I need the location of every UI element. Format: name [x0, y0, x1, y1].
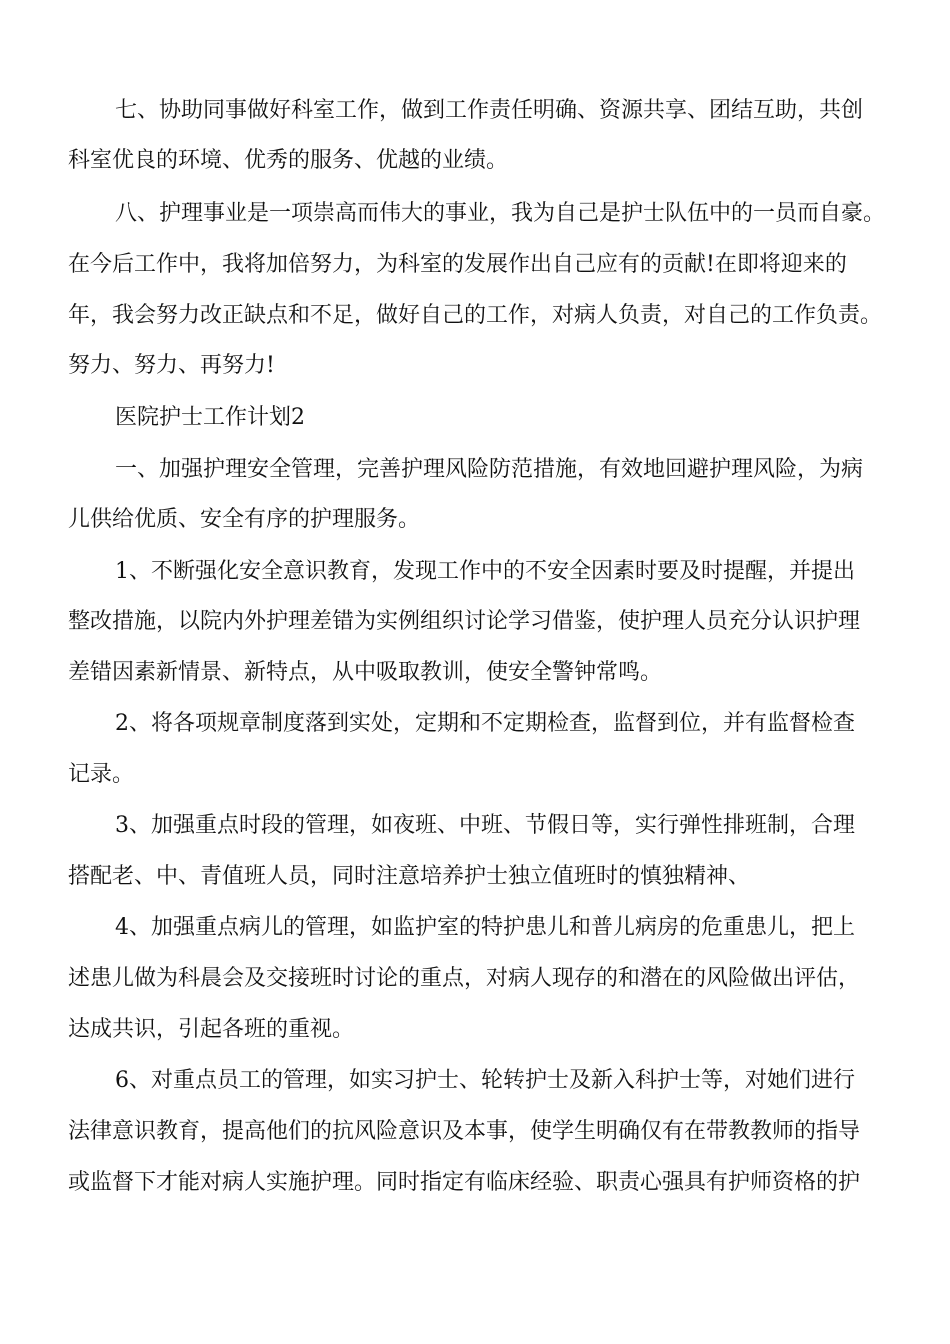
item-6-line-3: 或监督下才能对病人实施护理。同时指定有临床经验、职责心强具有护师资格的护 — [68, 1170, 861, 1195]
paragraph-8-line-1: 八、护理事业是一项崇高而伟大的事业，我为自己是护士队伍中的一员而自豪。 — [115, 201, 886, 226]
item-4-line-1: 4、加强重点病儿的管理，如监护室的特护患儿和普儿病房的危重患儿，把上 — [115, 915, 855, 940]
item-6-line-1: 6、对重点员工的管理，如实习护士、轮转护士及新入科护士等，对她们进行 — [115, 1068, 855, 1093]
paragraph-8-line-2: 在今后工作中，我将加倍努力，为科室的发展作出自己应有的贡献!在即将迎来的 — [68, 252, 847, 277]
paragraph-8-line-3: 年，我会努力改正缺点和不足，做好自己的工作，对病人负责，对自己的工作负责。 — [68, 303, 883, 328]
paragraph-7-line-2: 科室优良的环境、优秀的服务、优越的业绩。 — [68, 148, 509, 173]
item-2-line-1: 2、将各项规章制度落到实处，定期和不定期检查，监督到位，并有监督检查 — [115, 711, 855, 736]
section-heading: 医院护士工作计划2 — [115, 405, 305, 430]
section-1-line-1: 一、加强护理安全管理，完善护理风险防范措施，有效地回避护理风险，为病 — [115, 457, 864, 482]
item-4-line-2: 述患儿做为科晨会及交接班时讨论的重点，对病人现存的和潜在的风险做出评估， — [68, 966, 861, 991]
section-1-line-2: 儿供给优质、安全有序的护理服务。 — [68, 507, 421, 532]
item-1-line-1: 1、不断强化安全意识教育，发现工作中的不安全因素时要及时提醒，并提出 — [115, 559, 855, 584]
item-1-line-2: 整改措施，以院内外护理差错为实例组织讨论学习借鉴，使护理人员充分认识护理 — [68, 609, 861, 634]
item-4-line-3: 达成共识，引起各班的重视。 — [68, 1017, 355, 1042]
paragraph-7-line-1: 七、协助同事做好科室工作，做到工作责任明确、资源共享、团结互助，共创 — [115, 98, 864, 123]
item-2-line-2: 记录。 — [68, 762, 135, 787]
item-3-line-2: 搭配老、中、青值班人员，同时注意培养护士独立值班时的慎独精神、 — [68, 864, 751, 889]
paragraph-8-line-4: 努力、努力、再努力! — [68, 353, 275, 378]
item-3-line-1: 3、加强重点时段的管理，如夜班、中班、节假日等，实行弹性排班制，合理 — [115, 813, 855, 838]
item-1-line-3: 差错因素新情景、新特点，从中吸取教训，使安全警钟常鸣。 — [68, 660, 663, 685]
item-6-line-2: 法律意识教育，提高他们的抗风险意识及本事，使学生明确仅有在带教教师的指导 — [68, 1119, 861, 1144]
